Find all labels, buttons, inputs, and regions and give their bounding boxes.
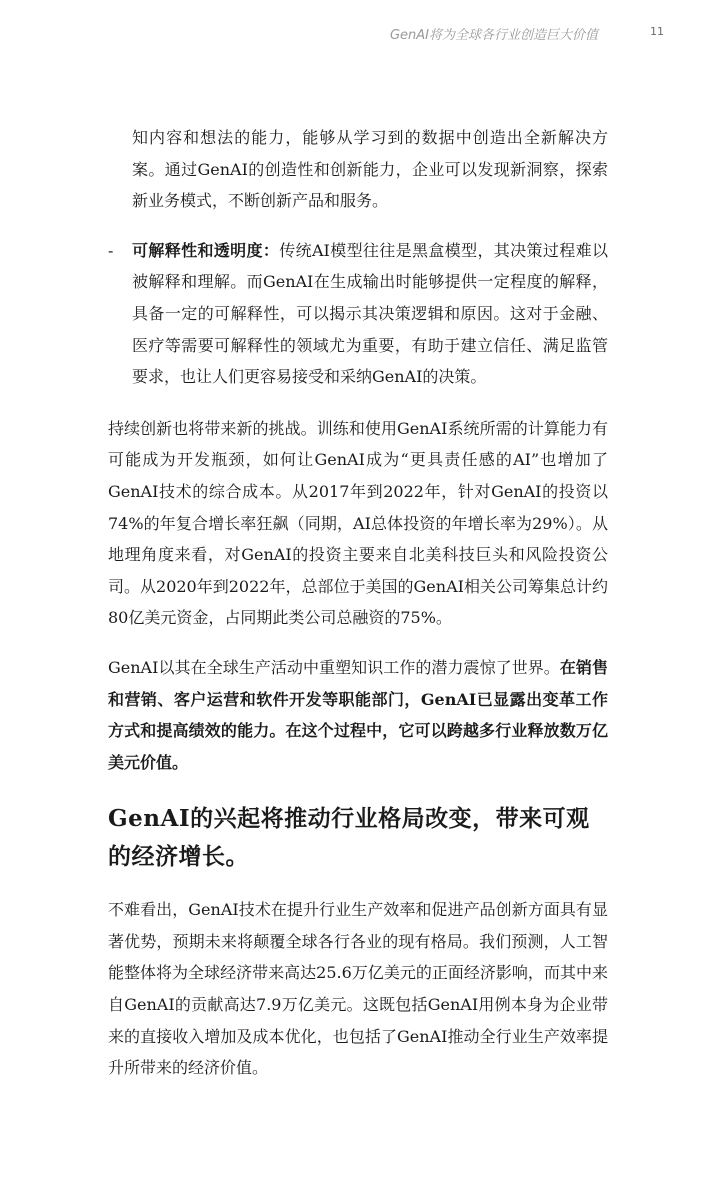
running-title: GenAI将为全球各行业创造巨大价值 — [389, 28, 598, 43]
section-heading: GenAI的兴起将推动行业格局改变，带来可观的经济增长。 — [108, 805, 590, 871]
paragraph-bold-text: 在销售和营销、客户运营和软件开发等职能部门，GenAI已显露出变革工作方式和提高绩效的能力。在这个过程中，它可以跨越多行业释放数万亿美元价值。 — [108, 657, 608, 772]
paragraph-economic-impact: 不难看出，GenAI技术在提升行业生产效率和促进产品创新方面具有显著优势，预期未来将颠覆全球各行各业的现有格局。我们预测，人工智能整体将为全球经济带来高达25.6万亿美元的正面经济影响，而其中来自GenAI的贡献高达7.9万亿美元。这既包括GenAI用例本身为企业带来的直接收入增加及成本优化，也包括了GenAI推动全行业生产效率提升所带来的经济价值。 — [108, 900, 608, 1078]
page-header — [0, 24, 710, 46]
bullet-term: 可解释性和透明度： — [132, 240, 280, 260]
page-number: 11 — [650, 25, 664, 38]
continuation-paragraph: 知内容和想法的能力，能够从学习到的数据中创造出全新解决方案。通过GenAI的创造性和创新能力，企业可以发现新洞察，探索新业务模式，不断创新产品和服务。 — [132, 128, 608, 211]
bullet-item-explainability — [108, 235, 608, 393]
paragraph-normal-text: GenAI以其在全球生产活动中重塑知识工作的潜力震惊了世界。 — [108, 657, 560, 677]
bullet-text: 传统AI模型往往是黑盒模型，其决策过程难以被解释和理解。而GenAI在生成输出时能够提供一定程度的解释，具备一定的可解释性，可以揭示其决策逻辑和原因。这对于金融、医疗等需要可解释性的领域尤为重要，有助于建立信任、满足监管要求，也让人们更容易接受和采纳GenAI的决策。 — [132, 240, 608, 387]
body-content — [108, 122, 608, 1102]
paragraph-innovation-challenges: 持续创新也将带来新的挑战。训练和使用GenAI系统所需的计算能力有可能成为开发瓶颈，如何让GenAI成为“更具责任感的AI”也增加了GenAI技术的综合成本。从2017年到2022年，针对GenAI的投资以74%的年复合增长率狂飙（同期，AI总体投资的年增长率为29%）。从地理角度来看，对GenAI的投资主要来自北美科技巨头和风险投资公司。从2020年到2022年，总部位于美国的GenAI相关公司筹集总计约80亿美元资金，占同期此类公司总融资的75%。 — [108, 418, 608, 628]
paragraph-knowledge-work — [108, 652, 608, 778]
bullet-dash: - — [108, 240, 114, 260]
